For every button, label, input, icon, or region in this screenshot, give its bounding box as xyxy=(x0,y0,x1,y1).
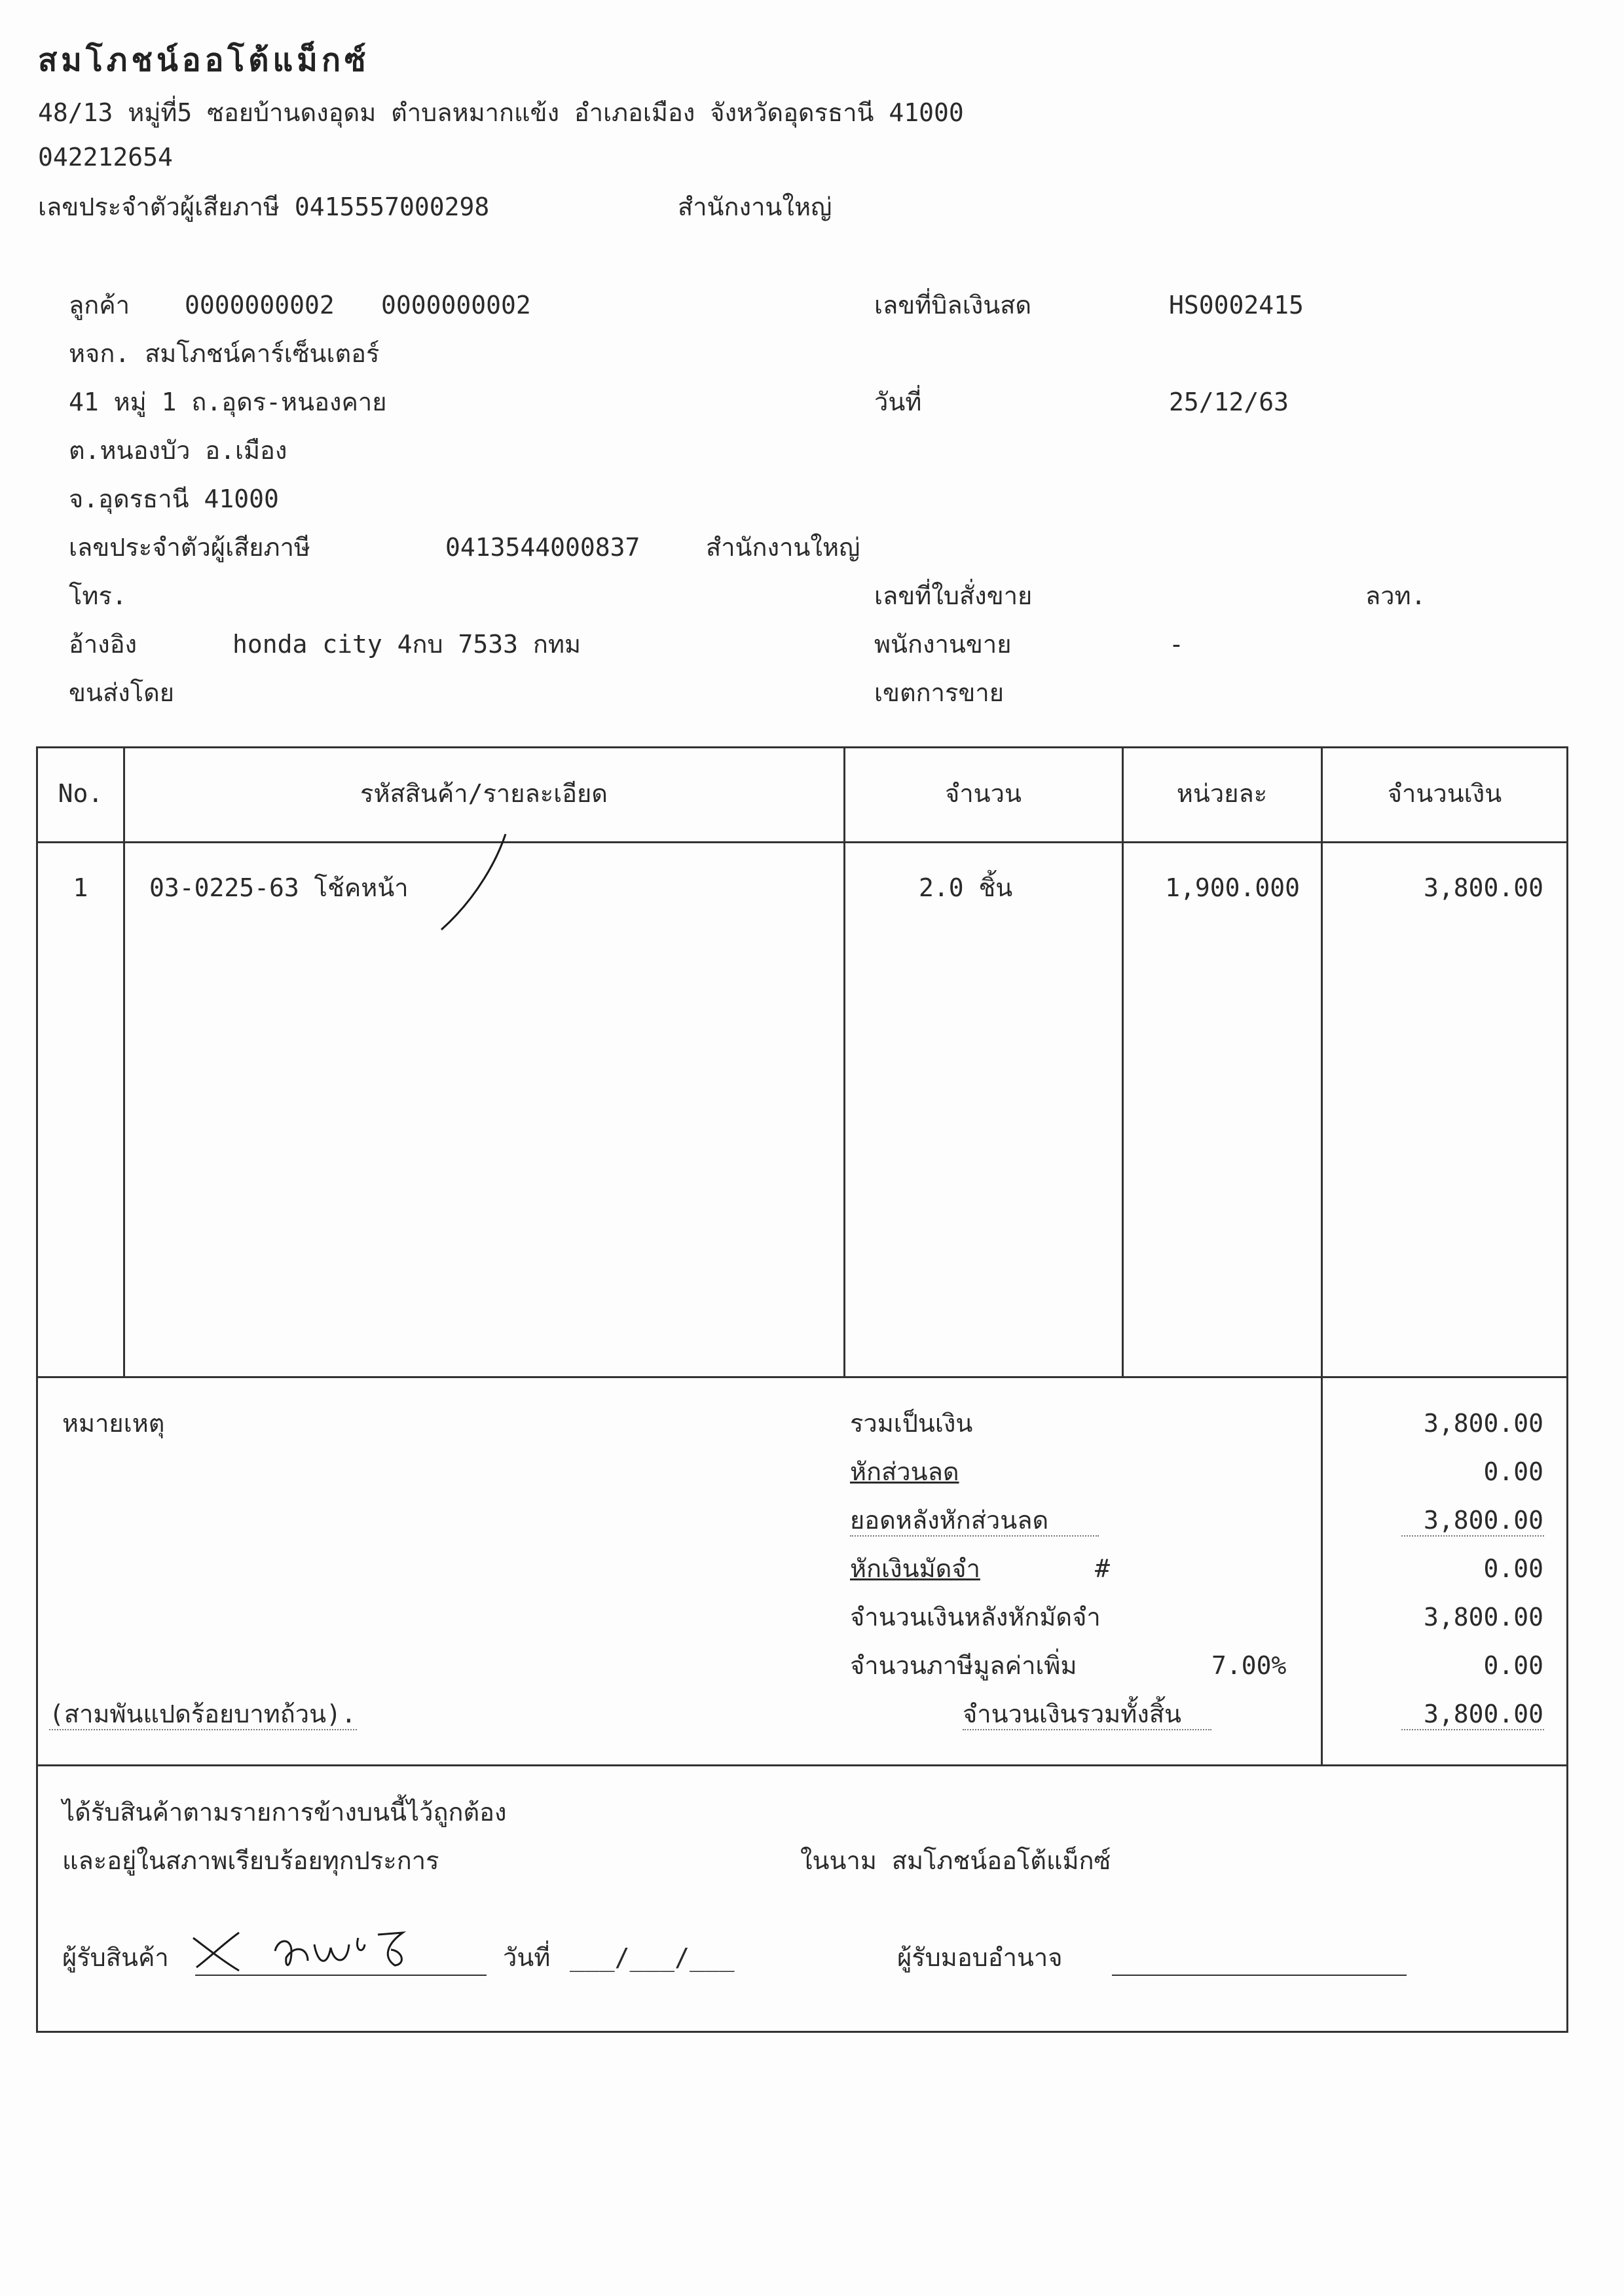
shipping-label: ขนส่งโดย xyxy=(69,678,175,707)
salesperson-value: - xyxy=(1169,630,1184,659)
customer-branch: สำนักงานใหญ่ xyxy=(706,533,860,562)
grand-total-value: 3,800.00 xyxy=(1423,1700,1543,1728)
vat-rate: 7.00% xyxy=(1211,1651,1287,1680)
deposit-label: หักเงินมัดจำ xyxy=(850,1554,980,1583)
bill-number-label: เลขที่บิลเงินสด xyxy=(874,291,1032,319)
after-discount-underline xyxy=(850,1535,1099,1537)
item-amount: 3,800.00 xyxy=(1423,873,1543,902)
after-discount-label: ยอดหลังหักส่วนลด xyxy=(850,1506,1049,1535)
on-behalf-of: ในนาม สมโภชน์ออโต้แม็กซ์ xyxy=(800,1846,1111,1875)
customer-code-1: 0000000002 xyxy=(185,291,335,319)
item-unit-price: 1,900.000 xyxy=(1165,873,1300,902)
customer-address-3: จ.อุดรธานี 41000 xyxy=(69,484,279,513)
authorized-label: ผู้รับมอบอำนาจ xyxy=(897,1943,1063,1972)
discount-value: 0.00 xyxy=(1483,1457,1543,1486)
receiver-label: ผู้รับสินค้า xyxy=(62,1943,169,1972)
company-tax-id: เลขประจำตัวผู้เสียภาษี 0415557000298 xyxy=(38,192,490,221)
handwritten-tick-mark xyxy=(432,831,511,936)
col-divider-2 xyxy=(843,746,845,1376)
company-phone: 042212654 xyxy=(38,143,173,172)
after-deposit-value: 3,800.00 xyxy=(1423,1603,1543,1631)
grand-total-label-underline xyxy=(963,1729,1211,1730)
receiver-signature xyxy=(187,1918,422,1977)
amount-in-words-underline xyxy=(49,1729,357,1730)
grand-total-label: จำนวนเงินรวมทั้งสิ้น xyxy=(963,1700,1181,1728)
vat-value: 0.00 xyxy=(1483,1651,1543,1680)
grand-total-value-underline xyxy=(1401,1729,1544,1730)
reference-value: honda city 4กบ 7533 กทม xyxy=(232,630,581,659)
bill-number-value: HS0002415 xyxy=(1169,291,1304,319)
salesperson-label: พนักงานขาย xyxy=(874,630,1012,659)
deposit-mark: # xyxy=(1095,1554,1110,1583)
summary-divider xyxy=(36,1764,1568,1766)
col-divider-3 xyxy=(1122,746,1124,1376)
receive-date-blank: ___/___/___ xyxy=(570,1943,735,1972)
after-deposit-label: จำนวนเงินหลังหักมัดจำ xyxy=(850,1603,1101,1631)
company-address: 48/13 หมู่ที่5 ซอยบ้านดงอุดม ตำบลหมากแข้ง อำเภอเมือง จังหวัดอุดรธานี 41000 xyxy=(38,98,964,127)
authorized-signature-line xyxy=(1112,1975,1407,1976)
reference-label: อ้างอิง xyxy=(69,630,138,659)
bill-date-value: 25/12/63 xyxy=(1169,388,1289,416)
customer-address-1: 41 หมู่ 1 ถ.อุดร-หนองคาย xyxy=(69,388,387,416)
header-no: No. xyxy=(58,779,103,808)
col-divider-1 xyxy=(123,746,125,1376)
header-amount: จำนวนเงิน xyxy=(1387,779,1502,808)
after-discount-value: 3,800.00 xyxy=(1423,1506,1543,1535)
customer-address-2: ต.หนองบัว อ.เมือง xyxy=(69,436,287,465)
after-discount-value-underline xyxy=(1401,1535,1544,1537)
discount-label: หักส่วนลด xyxy=(850,1457,959,1486)
vat-label: จำนวนภาษีมูลค่าเพิ่ม xyxy=(850,1651,1077,1680)
item-no: 1 xyxy=(73,873,88,902)
sales-order-label: เลขที่ใบสั่งขาย xyxy=(874,581,1033,610)
items-divider xyxy=(36,1376,1568,1378)
sales-area-label: เขตการขาย xyxy=(874,678,1004,707)
subtotal-value: 3,800.00 xyxy=(1423,1409,1543,1438)
amount-in-words: (สามพันแปดร้อยบาทถ้วน). xyxy=(49,1700,356,1728)
customer-label: ลูกค้า xyxy=(69,291,130,319)
remark-label: หมายเหตุ xyxy=(62,1409,165,1438)
acknowledgement-line-1: ได้รับสินค้าตามรายการข้างบนนี้ไว้ถูกต้อง xyxy=(62,1798,507,1827)
customer-phone-label: โทร. xyxy=(69,581,127,610)
item-quantity: 2.0 ชิ้น xyxy=(919,873,1013,902)
item-description: 03-0225-63 โช้คหน้า xyxy=(149,873,409,902)
customer-name: หจก. สมโภชน์คาร์เซ็นเตอร์ xyxy=(69,339,380,368)
header-quantity: จำนวน xyxy=(945,779,1022,808)
receive-date-label: วันที่ xyxy=(503,1943,551,1972)
subtotal-label: รวมเป็นเงิน xyxy=(850,1409,973,1438)
header-unit-price: หน่วยละ xyxy=(1176,779,1268,808)
bill-date-label: วันที่ xyxy=(874,388,922,416)
header-description: รหัสสินค้า/รายละเอียด xyxy=(360,779,608,808)
company-name: สมโภชน์ออโต้แม็กซ์ xyxy=(38,42,370,79)
deposit-value: 0.00 xyxy=(1483,1554,1543,1583)
invoice-frame xyxy=(36,746,1568,2033)
customer-code-2: 0000000002 xyxy=(381,291,531,319)
customer-tax-id: 0413544000837 xyxy=(445,533,640,562)
sales-order-value: ลวท. xyxy=(1365,581,1426,610)
acknowledgement-line-2: และอยู่ในสภาพเรียบร้อยทุกประการ xyxy=(62,1846,439,1875)
customer-tax-label: เลขประจำตัวผู้เสียภาษี xyxy=(69,533,310,562)
company-branch: สำนักงานใหญ่ xyxy=(678,192,832,221)
header-divider xyxy=(36,841,1568,843)
